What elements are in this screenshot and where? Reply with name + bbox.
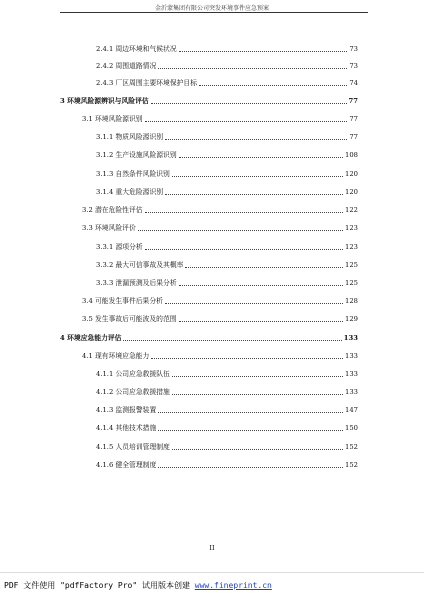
toc-entry-title: 3.3 环境风险评价 (82, 224, 136, 232)
dot-leader (158, 467, 343, 468)
dot-leader (199, 85, 347, 86)
toc-entry[interactable] (96, 130, 358, 142)
toc-entry[interactable] (96, 148, 358, 160)
toc-entry[interactable] (96, 276, 358, 288)
dot-leader (165, 194, 343, 195)
toc-entry-page: 77 (348, 97, 358, 105)
toc-entry-title: 3.3.2 最大可信事故及其概率 (96, 261, 184, 269)
dot-leader (172, 449, 343, 450)
toc-entry-title: 3.3.1 源项分析 (96, 243, 143, 251)
dot-leader (158, 430, 343, 431)
toc-entry-title: 4.1.3 监测报警装置 (96, 406, 157, 414)
dot-leader (145, 212, 343, 213)
toc-entry-page: 77 (349, 115, 358, 123)
toc-entry-title: 2.4.2 周围道路情况 (96, 62, 157, 70)
toc-entry[interactable] (96, 421, 358, 433)
toc-entry-page: 125 (345, 279, 358, 287)
toc-entry-page: 73 (349, 62, 358, 70)
toc-entry-page: 128 (345, 297, 358, 305)
toc-entry-title: 4.1.1 公司应急救援队伍 (96, 370, 170, 378)
toc-entry-title: 3.1.4 重大危险源识别 (96, 188, 164, 196)
toc-entry-page: 133 (345, 352, 358, 360)
dot-leader (172, 376, 343, 377)
toc-entry[interactable] (96, 167, 358, 179)
toc-entry-title: 2.4.1 周边环境和气候状况 (96, 45, 177, 53)
toc-entry-title: 4.1 现有环境应急能力 (82, 352, 150, 360)
toc-entry-page: 73 (349, 45, 358, 53)
toc-entry[interactable] (82, 312, 358, 324)
toc-entry-title: 4.1.2 公司应急救援措施 (96, 388, 170, 396)
toc-entry-title: 4.1.4 其他技术措施 (96, 424, 157, 432)
toc-entry-page: 77 (349, 133, 358, 141)
toc-entry[interactable] (96, 42, 358, 54)
toc-entry-title: 3.1.3 自然条件风险识别 (96, 170, 170, 178)
toc-entry[interactable] (96, 440, 358, 452)
toc-entry[interactable] (82, 203, 358, 215)
dot-leader (165, 303, 343, 304)
toc-entry-title: 3.3.3 泄漏预测及后果分析 (96, 279, 177, 287)
toc-entry[interactable] (96, 458, 358, 470)
toc-entry[interactable] (96, 240, 358, 252)
toc-entry-title: 3 环境风险源辨识与风险评估 (60, 97, 149, 105)
toc-entry-page: 133 (345, 370, 358, 378)
toc-entry[interactable] (96, 59, 358, 71)
toc-entry-page: 129 (345, 315, 358, 323)
toc-entry-page: 123 (345, 243, 358, 251)
dot-leader (172, 394, 343, 395)
toc-entry[interactable] (60, 94, 358, 106)
toc-entry[interactable] (96, 367, 358, 379)
dot-leader (158, 412, 343, 413)
dot-leader (179, 285, 343, 286)
toc-entry-title: 3.4 可能发生事件后果分析 (82, 297, 163, 305)
toc-entry[interactable] (82, 221, 358, 233)
toc-entry[interactable] (96, 76, 358, 88)
toc-entry[interactable] (82, 112, 358, 124)
toc-entry-page: 133 (343, 334, 358, 342)
dot-leader (145, 121, 348, 122)
dot-leader (172, 176, 343, 177)
header-rule (60, 12, 368, 13)
toc-entry[interactable] (82, 294, 358, 306)
toc-entry-page: 125 (345, 261, 358, 269)
toc-entry-page: 147 (345, 406, 358, 414)
toc-entry-page: 74 (349, 79, 358, 87)
dot-leader (145, 249, 343, 250)
toc-entry-title: 4.1.6 健全管理制度 (96, 461, 157, 469)
toc-entry-title: 3.1.2 生产设施风险源识别 (96, 151, 177, 159)
dot-leader (179, 157, 343, 158)
toc-entry-page: 122 (345, 206, 358, 214)
pdf-creator-footer (4, 580, 272, 591)
toc-entry-title: 3.2 潜在危险性评估 (82, 206, 143, 214)
fineprint-link[interactable]: www.fineprint.cn (194, 581, 272, 590)
toc-entry-title: 4 环境应急能力评估 (60, 334, 122, 342)
pdf-footer-text: PDF 文件使用 "pdfFactory Pro" 试用版本创建 (4, 581, 195, 590)
dot-leader (138, 230, 343, 231)
toc-entry[interactable] (82, 349, 358, 361)
dot-leader (151, 103, 347, 104)
toc-entry-title: 3.5 发生事故后可能波及的范围 (82, 315, 177, 323)
toc-entry-page: 120 (345, 188, 358, 196)
dot-leader (179, 321, 343, 322)
toc-entry-page: 108 (345, 151, 358, 159)
toc-entry[interactable] (96, 403, 358, 415)
toc-entry-page: 152 (345, 443, 358, 451)
toc-entry-page: 152 (345, 461, 358, 469)
running-header: 金沂蒙集团有限公司突发环境事件应急预案 (154, 5, 269, 12)
dot-leader (185, 267, 343, 268)
toc-entry-page: 120 (345, 170, 358, 178)
footer-divider (0, 572, 424, 573)
dot-leader (165, 139, 347, 140)
dot-leader (158, 68, 347, 69)
dot-leader (179, 51, 348, 52)
toc-entry-page: 150 (345, 424, 358, 432)
toc-entry[interactable] (96, 258, 358, 270)
toc-entry[interactable] (60, 331, 358, 343)
toc-entry-title: 3.1.1 物质风险源识别 (96, 133, 164, 141)
page-number: II (209, 544, 215, 552)
toc-entry[interactable] (96, 185, 358, 197)
toc-entry-title: 2.4.3 厂区周围主要环境保护目标 (96, 79, 198, 87)
toc-entry-page: 133 (345, 388, 358, 396)
dot-leader (123, 340, 341, 341)
toc-entry-title: 4.1.5 人员培训管理制度 (96, 443, 170, 451)
dot-leader (151, 358, 343, 359)
toc-entry-page: 123 (345, 224, 358, 232)
toc-entry[interactable] (96, 385, 358, 397)
toc-entry-title: 3.1 环境风险源识别 (82, 115, 143, 123)
